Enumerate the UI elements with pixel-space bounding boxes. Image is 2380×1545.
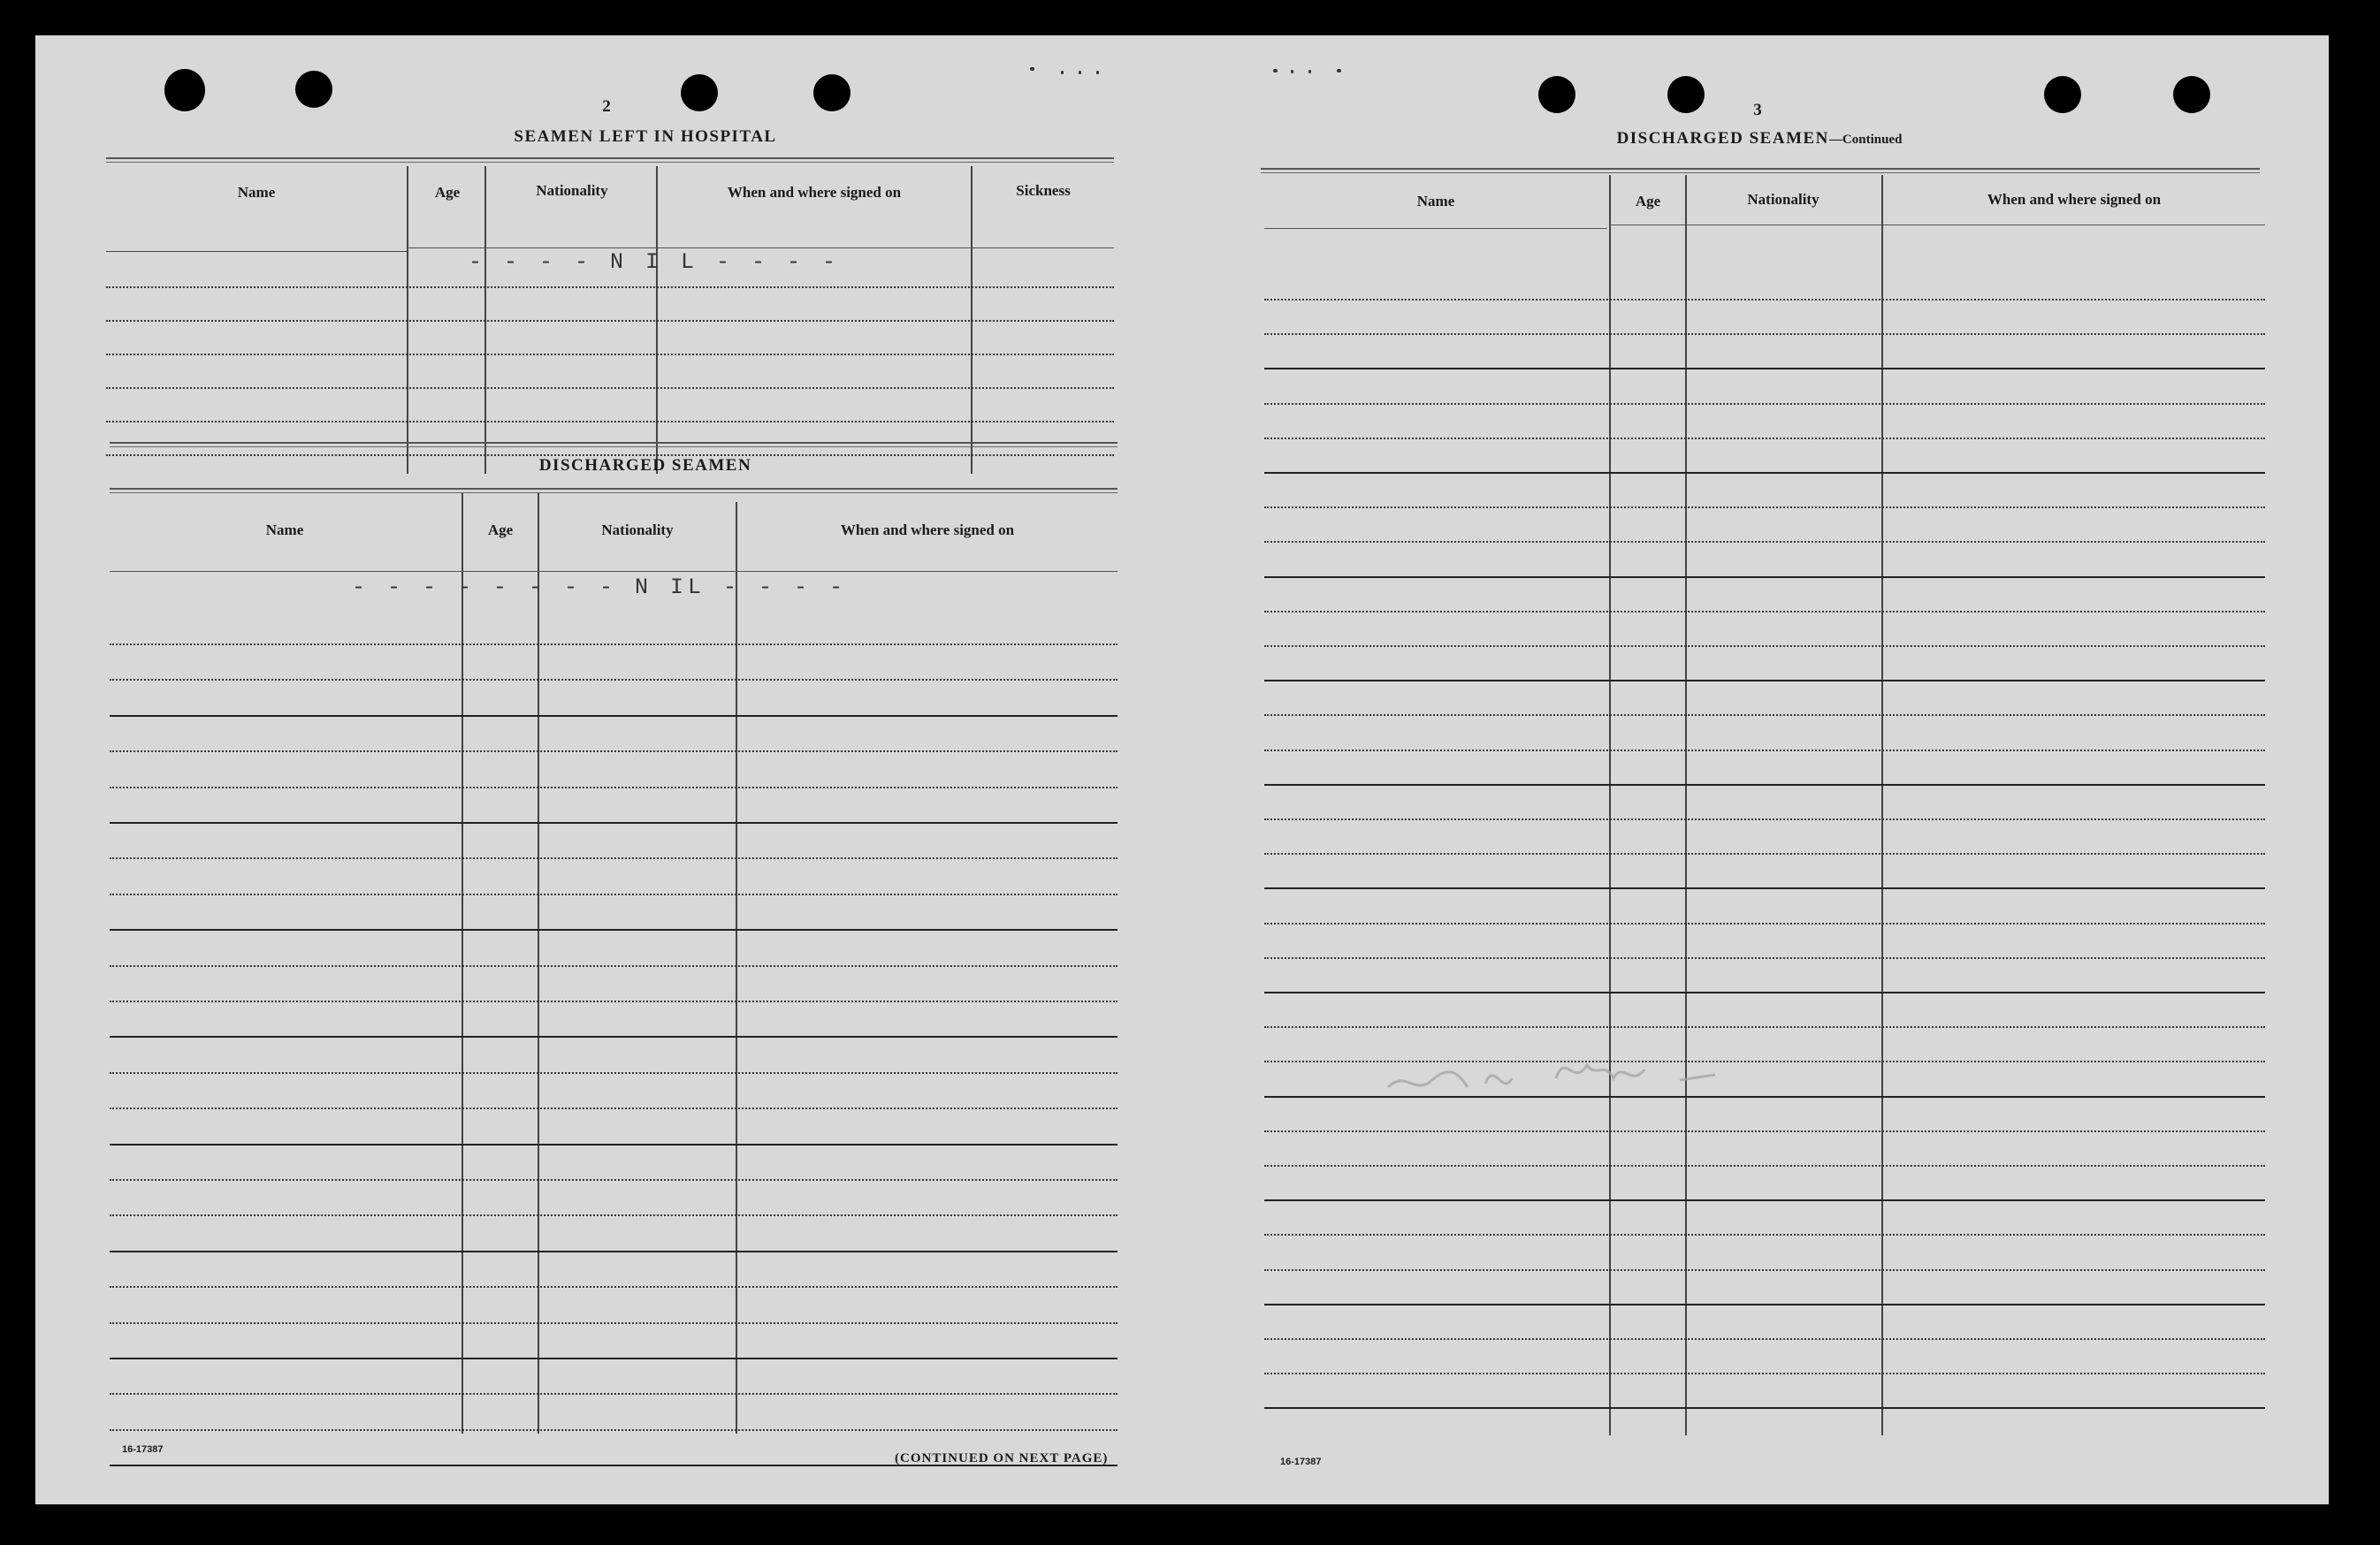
- table-row-rule: [110, 1036, 1118, 1038]
- header-underline: [110, 571, 1118, 572]
- table-row-rule: [110, 643, 1118, 645]
- column-header-age: Age: [434, 184, 461, 201]
- hospital-table: [106, 166, 1114, 476]
- table-row-rule: [1264, 1373, 2265, 1374]
- table-row-rule: [110, 1251, 1118, 1252]
- table-row-rule: [110, 894, 1118, 895]
- header-underline: [1264, 228, 1607, 229]
- document-sheet: [35, 35, 2329, 1504]
- rule: [110, 442, 1118, 447]
- table-row-rule: [110, 679, 1118, 681]
- table-row-rule: [1264, 923, 2265, 925]
- punch-hole: [813, 74, 851, 111]
- faint-handwriting: [1379, 1025, 1751, 1105]
- column-header-name: Name: [237, 184, 276, 201]
- punch-hole: [1667, 76, 1705, 113]
- ink-mark: [1308, 70, 1311, 73]
- table-row-rule: [1264, 818, 2265, 820]
- column-divider: [1609, 175, 1611, 1435]
- ink-mark: [1030, 67, 1034, 71]
- table-row-rule: [106, 421, 1114, 422]
- form-code: 16-17387: [122, 1444, 164, 1455]
- table-row-rule: [110, 1001, 1118, 1002]
- column-header-age: Age: [1635, 193, 1661, 209]
- table-row-rule: [1264, 1269, 2265, 1271]
- table-row-rule: [1264, 1304, 2265, 1305]
- column-header-signed-on: When and where signed on: [840, 521, 1015, 538]
- table-row-rule: [1264, 1338, 2265, 1340]
- punch-hole: [681, 74, 718, 111]
- column-header-name: Name: [265, 521, 304, 538]
- table-row-rule: [1264, 645, 2265, 647]
- table-row-rule: [1264, 1199, 2265, 1201]
- column-divider: [736, 502, 737, 1434]
- punch-hole: [295, 71, 332, 108]
- table-row-rule: [110, 1286, 1118, 1288]
- ink-mark: [1079, 71, 1081, 74]
- table-row-rule: [110, 1072, 1118, 1074]
- table-row-rule: [1264, 853, 2265, 855]
- punch-hole: [2044, 76, 2081, 113]
- section-title-suffix: —Continued: [1828, 133, 1903, 147]
- table-row-rule: [1264, 472, 2265, 474]
- ink-mark: [1096, 71, 1099, 74]
- table-row-rule: [110, 1179, 1118, 1181]
- section-title-discharged-continued: [1494, 129, 2025, 148]
- table-row-rule: [1264, 1130, 2265, 1132]
- column-header-nationality: Nationality: [601, 521, 674, 538]
- table-row-rule: [1264, 438, 2265, 439]
- rule: [1261, 168, 2260, 173]
- table-row-rule: [110, 1322, 1118, 1324]
- table-row-rule: [1264, 887, 2265, 889]
- column-header-age: Age: [487, 521, 514, 538]
- table-row-rule: [106, 387, 1114, 389]
- table-row-rule: [110, 857, 1118, 859]
- continued-note: (CONTINUED ON NEXT PAGE): [895, 1451, 1109, 1465]
- section-title-discharged: DISCHARGED SEAMEN: [538, 456, 752, 475]
- table-row-rule: [106, 354, 1114, 355]
- table-row-rule: [110, 1429, 1118, 1431]
- punch-hole: [164, 69, 205, 111]
- form-code: 16-17387: [1280, 1457, 1322, 1467]
- table-row-rule: [1264, 784, 2265, 786]
- table-row-rule: [1264, 714, 2265, 716]
- table-row-rule: [106, 286, 1114, 288]
- table-row-rule: [110, 715, 1118, 717]
- table-row-rule: [1264, 403, 2265, 405]
- rule: [106, 157, 1114, 163]
- nil-entry: - - - - N I L - - - -: [469, 249, 841, 275]
- column-divider: [462, 493, 463, 1434]
- punch-hole: [1538, 76, 1575, 113]
- table-row-rule: [1264, 1234, 2265, 1236]
- table-row-rule: [1264, 506, 2265, 508]
- table-row-rule: [1264, 611, 2265, 613]
- table-row-rule: [110, 750, 1118, 752]
- column-header-signed-on: When and where signed on: [727, 184, 902, 201]
- table-row-rule: [110, 787, 1118, 788]
- table-row-rule: [1264, 1165, 2265, 1167]
- discharged-continued-table: [1264, 175, 2265, 1474]
- table-row-rule: [110, 1144, 1118, 1145]
- table-row-rule: [110, 1358, 1118, 1359]
- table-row-rule: [1264, 299, 2265, 301]
- table-row-rule: [110, 1393, 1118, 1395]
- column-header-name: Name: [1416, 193, 1455, 209]
- header-underline: [408, 247, 1114, 248]
- ink-mark: [1061, 71, 1064, 74]
- table-row-rule: [1264, 333, 2265, 335]
- page-number: 3: [1753, 101, 1762, 119]
- table-row-rule: [1264, 1407, 2265, 1409]
- table-row-rule: [1264, 680, 2265, 681]
- column-divider: [538, 493, 539, 1434]
- header-underline: [106, 251, 407, 252]
- column-header-sickness: Sickness: [1016, 182, 1071, 199]
- column-header-nationality: Nationality: [1747, 191, 1819, 208]
- ink-mark: [1273, 69, 1278, 72]
- table-row-rule: [110, 929, 1118, 931]
- section-title-hospital: SEAMEN LEFT IN HOSPITAL: [514, 127, 777, 146]
- column-header-nationality: Nationality: [536, 182, 608, 199]
- ink-mark: [1337, 69, 1341, 72]
- column-header-signed-on: When and where signed on: [1987, 191, 2162, 208]
- discharged-table: [110, 493, 1118, 1474]
- nil-entry: - - - - - - - - N IL - - - -: [352, 575, 848, 600]
- table-row-rule: [1264, 541, 2265, 543]
- ink-mark: [1291, 70, 1293, 73]
- table-row-rule: [1264, 576, 2265, 578]
- table-row-rule: [1264, 750, 2265, 751]
- column-divider: [1685, 175, 1687, 1435]
- section-title-text: DISCHARGED SEAMEN: [1616, 129, 1829, 148]
- punch-hole: [2173, 76, 2210, 113]
- table-row-rule: [1264, 992, 2265, 993]
- table-row-rule: [110, 822, 1118, 824]
- table-row-rule: [106, 320, 1114, 322]
- table-row-rule: [1264, 957, 2265, 959]
- page-number: 2: [602, 97, 611, 116]
- table-row-rule: [110, 965, 1118, 967]
- table-row-rule: [1264, 368, 2265, 369]
- table-row-rule: [110, 1214, 1118, 1216]
- column-divider: [1881, 175, 1883, 1435]
- table-row-rule: [110, 1107, 1118, 1109]
